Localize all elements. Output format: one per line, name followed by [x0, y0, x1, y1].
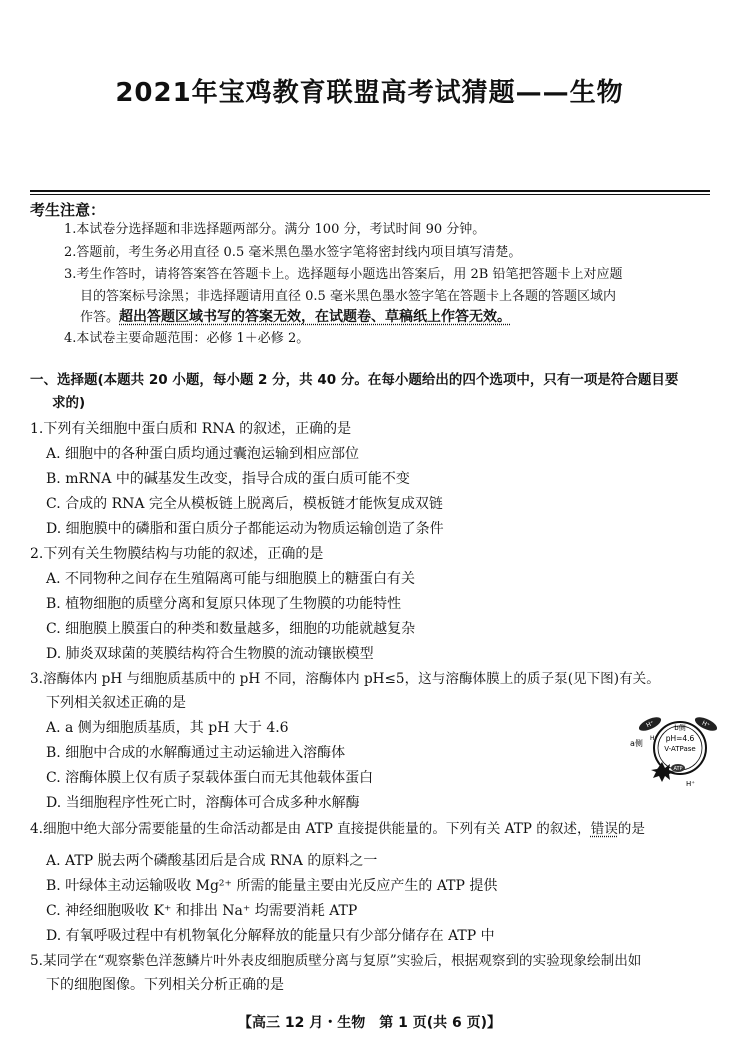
- section-heading-line-2: 求的): [52, 395, 86, 411]
- question-4-option-a: A. ATP 脱去两个磷酸基团后是合成 RNA 的原料之一: [46, 853, 378, 869]
- notice-item-1: 1.本试卷分选择题和非选择题两部分。满分 100 分，考试时间 90 分钟。: [64, 222, 486, 237]
- question-3-option-b: B. 细胞中合成的水解酶通过主动运输进入溶酶体: [46, 745, 346, 761]
- atp-badge-label: ATP: [673, 766, 683, 772]
- question-3-stem-line-1: 3.溶酶体内 pH 与细胞质基质中的 pH 不同，溶酶体内 pH≤5，这与溶酶体膜上的质子泵(见下图)有关。: [30, 671, 660, 687]
- question-4-option-b: B. 叶绿体主动运输吸收 Mg²⁺ 所需的能量主要由光反应产生的 ATP 提供: [46, 878, 498, 894]
- question-4-stem-emphasis: 错误: [590, 821, 618, 837]
- question-4-stem-suffix: 的是: [617, 821, 645, 837]
- question-1-option-c: C. 合成的 RNA 完全从模板链上脱离后，模板链才能恢复成双链: [46, 496, 443, 512]
- question-2-option-d: D. 肺炎双球菌的荚膜结构符合生物膜的流动镶嵌模型: [46, 646, 374, 662]
- v-atpase-label: V-ATPase: [664, 745, 696, 753]
- header-rule-thin: [30, 194, 710, 195]
- question-4-stem: [30, 820, 645, 838]
- notice-item-2: 2.答题前，考生务必用直径 0.5 毫米黑色墨水签字笔将密封线内项目填写清楚。: [64, 245, 522, 260]
- question-1-option-b: B. mRNA 中的碱基发生改变，指导合成的蛋白质可能不变: [46, 471, 410, 487]
- question-3-option-d: D. 当细胞程序性死亡时，溶酶体可合成多种水解酶: [46, 795, 360, 811]
- section-heading-line-1: 一、选择题(本题共 20 小题，每小题 2 分，共 40 分。在每小题给出的四个选项中，只有一项是符合题目要: [30, 372, 679, 388]
- question-5-stem-line-1: 5.某同学在“观察紫色洋葱鳞片叶外表皮细胞质壁分离与复原”实验后，根据观察到的实验现象绘制出如: [30, 953, 642, 969]
- question-5-stem-line-2: 下的细胞图像。下列相关分析正确的是: [46, 977, 284, 993]
- question-2-stem: 2.下列有关生物膜结构与功能的叙述，正确的是: [30, 546, 324, 562]
- h-plus-badge-left-label: H⁺: [645, 719, 656, 730]
- question-1-stem: 1.下列有关细胞中蛋白质和 RNA 的叙述，正确的是: [30, 421, 352, 437]
- notice-item-4: 4.本试卷主要命题范围：必修 1＋必修 2。: [64, 331, 310, 346]
- h-plus-badge-right-label: H⁺: [700, 719, 711, 730]
- question-3-stem-line-2: 下列相关叙述正确的是: [46, 695, 186, 711]
- notice-item-3-line-2: 目的答案标号涂黑；非选择题请用直径 0.5 毫米黑色墨水签字笔在答题卡上各题的答题区域内: [80, 289, 616, 304]
- question-3-option-a: A. a 侧为细胞质基质，其 pH 大于 4.6: [46, 720, 289, 736]
- b-side-label: b侧: [674, 724, 686, 732]
- question-2-option-b: B. 植物细胞的质壁分离和复原只体现了生物膜的功能特性: [46, 596, 402, 612]
- question-2-option-c: C. 细胞膜上膜蛋白的种类和数量越多，细胞的功能就越复杂: [46, 621, 416, 637]
- a-side-label: a侧: [630, 739, 643, 748]
- header-rule-thick: [30, 190, 710, 192]
- notice-item-3-line-3: [80, 309, 511, 326]
- notice-heading: 考生注意：: [30, 201, 106, 219]
- question-3-option-c: C. 溶酶体膜上仅有质子泵载体蛋白而无其他载体蛋白: [46, 770, 374, 786]
- page-footer: 【高三 12 月・生物 第 1 页(共 6 页)】: [237, 1015, 501, 1031]
- notice-item-3-emphasis: 超出答题区域书写的答案无效，在试题卷、草稿纸上作答无效。: [119, 309, 512, 325]
- notice-item-3-prefix: 作答。: [80, 310, 120, 325]
- h-plus-bottom-label: H⁺: [686, 780, 695, 788]
- h-plus-label: H⁺: [650, 735, 658, 742]
- question-4-option-c: C. 神经细胞吸收 K⁺ 和排出 Na⁺ 均需要消耗 ATP: [46, 903, 358, 919]
- question-2-option-a: A. 不同物种之间存在生殖隔离可能与细胞膜上的糖蛋白有关: [46, 571, 416, 587]
- lysosome-proton-pump-diagram: [628, 710, 720, 788]
- question-4-stem-prefix: 4.细胞中绝大部分需要能量的生命活动都是由 ATP 直接提供能量的。下列有关 ATP 的叙述，: [30, 821, 591, 837]
- page-title: 2021年宝鸡教育联盟高考试猜题——生物: [115, 78, 624, 108]
- ph-label: pH=4.6: [665, 734, 695, 743]
- question-4-option-d: D. 有氧呼吸过程中有机物氧化分解释放的能量只有少部分储存在 ATP 中: [46, 928, 495, 944]
- question-1-option-a: A. 细胞中的各种蛋白质均通过囊泡运输到相应部位: [46, 446, 360, 462]
- question-1-option-d: D. 细胞膜中的磷脂和蛋白质分子都能运动为物质运输创造了条件: [46, 521, 444, 537]
- notice-item-3-line-1: 3.考生作答时，请将答案答在答题卡上。选择题每小题选出答案后，用 2B 铅笔把答题卡上对应题: [64, 267, 623, 282]
